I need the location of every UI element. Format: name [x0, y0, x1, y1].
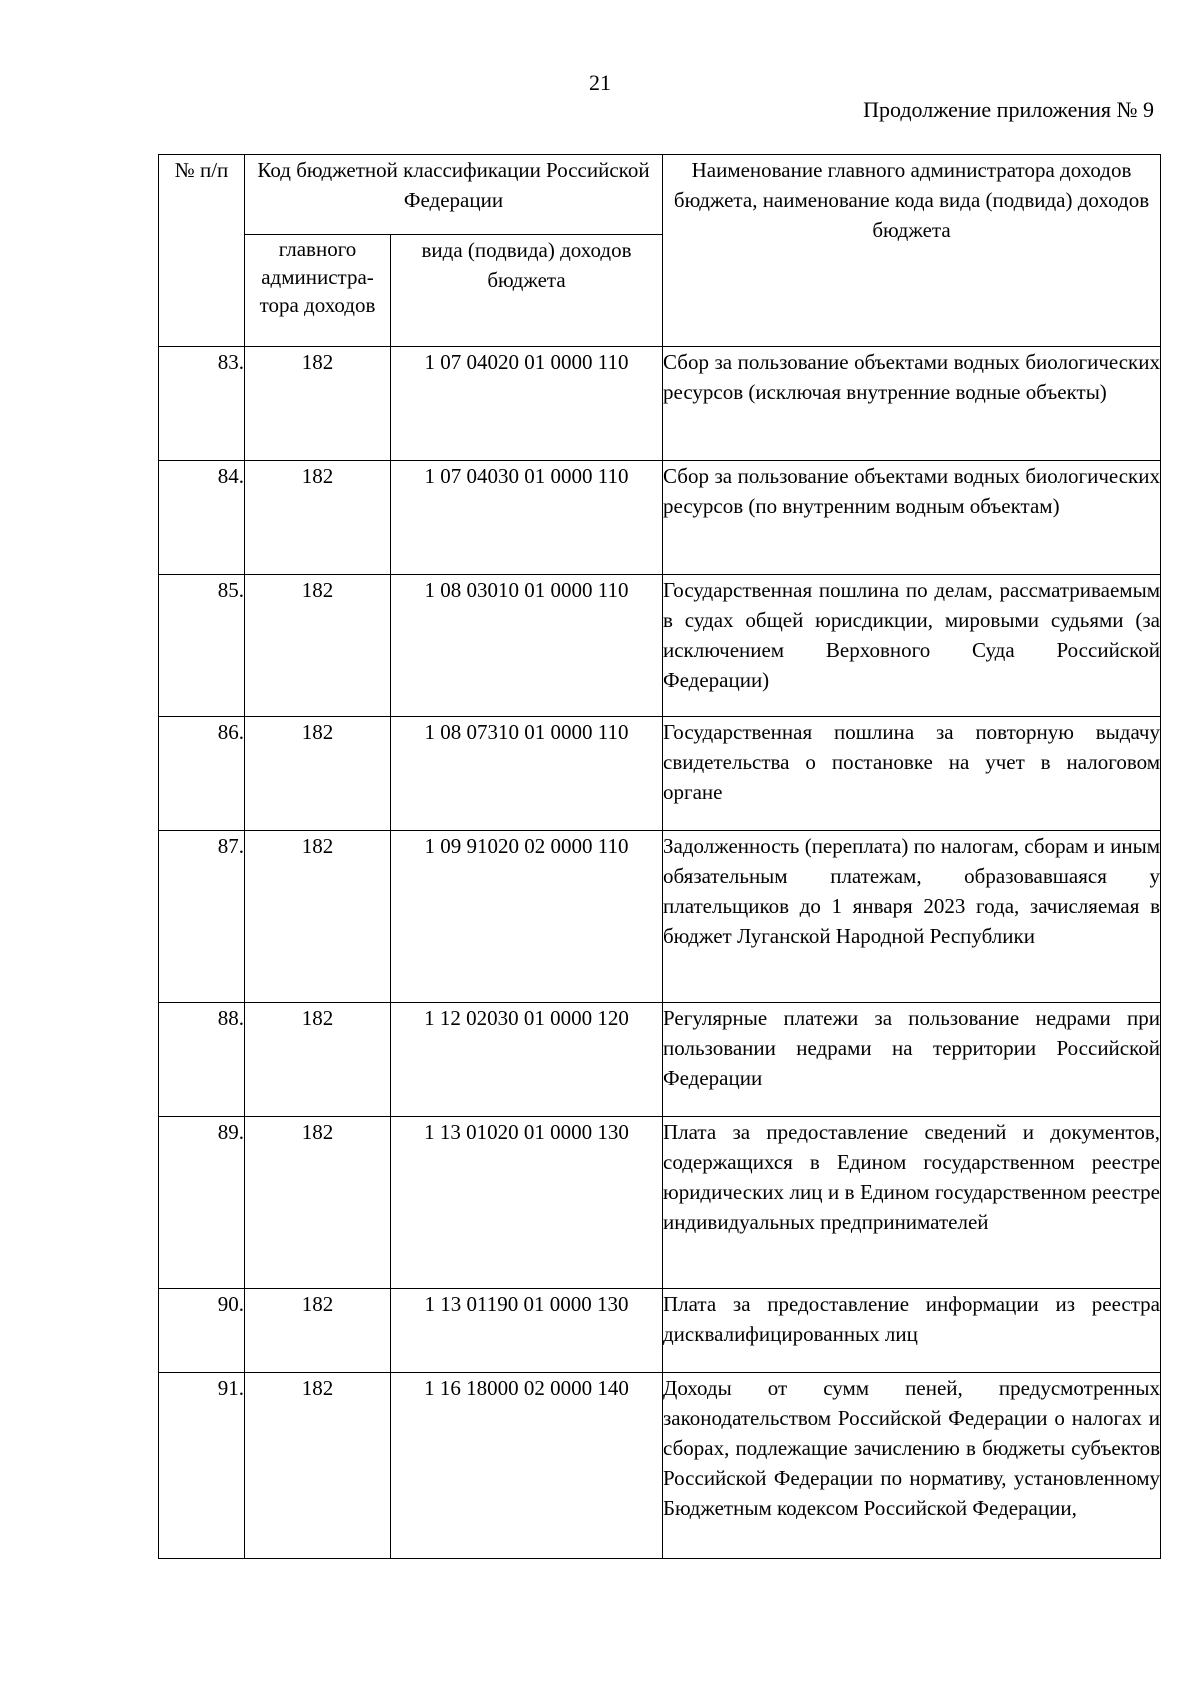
table-row [159, 1117, 1161, 1289]
row-income-name: Сбор за пользование объектами водных биологических ресурсов (по внутренним водным объектам) [663, 461, 1161, 575]
row-income-name: Плата за предоставление сведений и документов, содержащихся в Едином государственном реестре юридических лиц и в Едином государственном реестре индивидуальных предпринимателей [663, 1117, 1161, 1289]
row-admin-code: 182 [245, 1003, 391, 1117]
row-number: 91. [159, 1373, 245, 1559]
table-row [159, 347, 1161, 461]
row-admin-code: 182 [245, 461, 391, 575]
row-admin-code: 182 [245, 575, 391, 717]
table-row [159, 461, 1161, 575]
row-income-name: Регулярные платежи за пользование недрами при пользовании недрами на территории Российской Федерации [663, 1003, 1161, 1117]
table-row [159, 831, 1161, 1003]
row-number: 83. [159, 347, 245, 461]
row-admin-code: 182 [245, 831, 391, 1003]
row-income-name: Доходы от сумм пеней, предусмотренных законодательством Российской Федерации о налогах и сборах, подлежащие зачислению в бюджеты субъектов Российской Федерации по нормативу, установленному Бюджетным кодексом Российской Федерации, [663, 1373, 1161, 1559]
budget-classification-table [158, 154, 1161, 1559]
row-income-code: 1 13 01190 01 0000 130 [391, 1289, 663, 1373]
row-admin-code: 182 [245, 347, 391, 461]
header-name: Наименование главного администратора доходов бюджета, наименование кода вида (подвида) доходов бюджета [663, 155, 1161, 347]
row-income-code: 1 09 91020 02 0000 110 [391, 831, 663, 1003]
row-number: 84. [159, 461, 245, 575]
row-number: 85. [159, 575, 245, 717]
header-admin-code: главного администра-тора доходов [245, 235, 391, 347]
row-admin-code: 182 [245, 1117, 391, 1289]
appendix-note: Продолжение приложения № 9 [863, 97, 1154, 122]
row-income-name: Задолженность (переплата) по налогам, сборам и иным обязательным платежам, образовавшаяся у плательщиков до 1 января 2023 года, зачисляемая в бюджет Луганской Народной Республики [663, 831, 1161, 1003]
table-row [159, 1289, 1161, 1373]
row-income-name: Сбор за пользование объектами водных биологических ресурсов (исключая внутренние водные объекты) [663, 347, 1161, 461]
header-number: № п/п [159, 155, 245, 347]
row-number: 90. [159, 1289, 245, 1373]
row-income-code: 1 08 03010 01 0000 110 [391, 575, 663, 717]
row-admin-code: 182 [245, 1289, 391, 1373]
row-income-code: 1 07 04020 01 0000 110 [391, 347, 663, 461]
row-income-code: 1 07 04030 01 0000 110 [391, 461, 663, 575]
row-number: 89. [159, 1117, 245, 1289]
table-body [159, 347, 1161, 1559]
table-row [159, 1003, 1161, 1117]
row-income-code: 1 08 07310 01 0000 110 [391, 717, 663, 831]
row-income-code: 1 12 02030 01 0000 120 [391, 1003, 663, 1117]
table-row [159, 1373, 1161, 1559]
row-number: 86. [159, 717, 245, 831]
table-header [159, 155, 1161, 347]
row-income-code: 1 13 01020 01 0000 130 [391, 1117, 663, 1289]
table-row [159, 575, 1161, 717]
row-number: 87. [159, 831, 245, 1003]
table-row [159, 717, 1161, 831]
row-income-name: Государственная пошлина по делам, рассматриваемым в судах общей юрисдикции, мировыми судьями (за исключением Верховного Суда Российской Федерации) [663, 575, 1161, 717]
row-income-code: 1 16 18000 02 0000 140 [391, 1373, 663, 1559]
header-income-type-code: вида (подвида) доходов бюджета [391, 235, 663, 347]
header-code-group: Код бюджетной классификации Российской Федерации [245, 155, 663, 235]
row-admin-code: 182 [245, 1373, 391, 1559]
row-income-name: Плата за предоставление информации из реестра дисквалифицированных лиц [663, 1289, 1161, 1373]
row-admin-code: 182 [245, 717, 391, 831]
row-income-name: Государственная пошлина за повторную выдачу свидетельства о постановке на учет в налоговом органе [663, 717, 1161, 831]
page-number: 21 [589, 70, 611, 95]
row-number: 88. [159, 1003, 245, 1117]
